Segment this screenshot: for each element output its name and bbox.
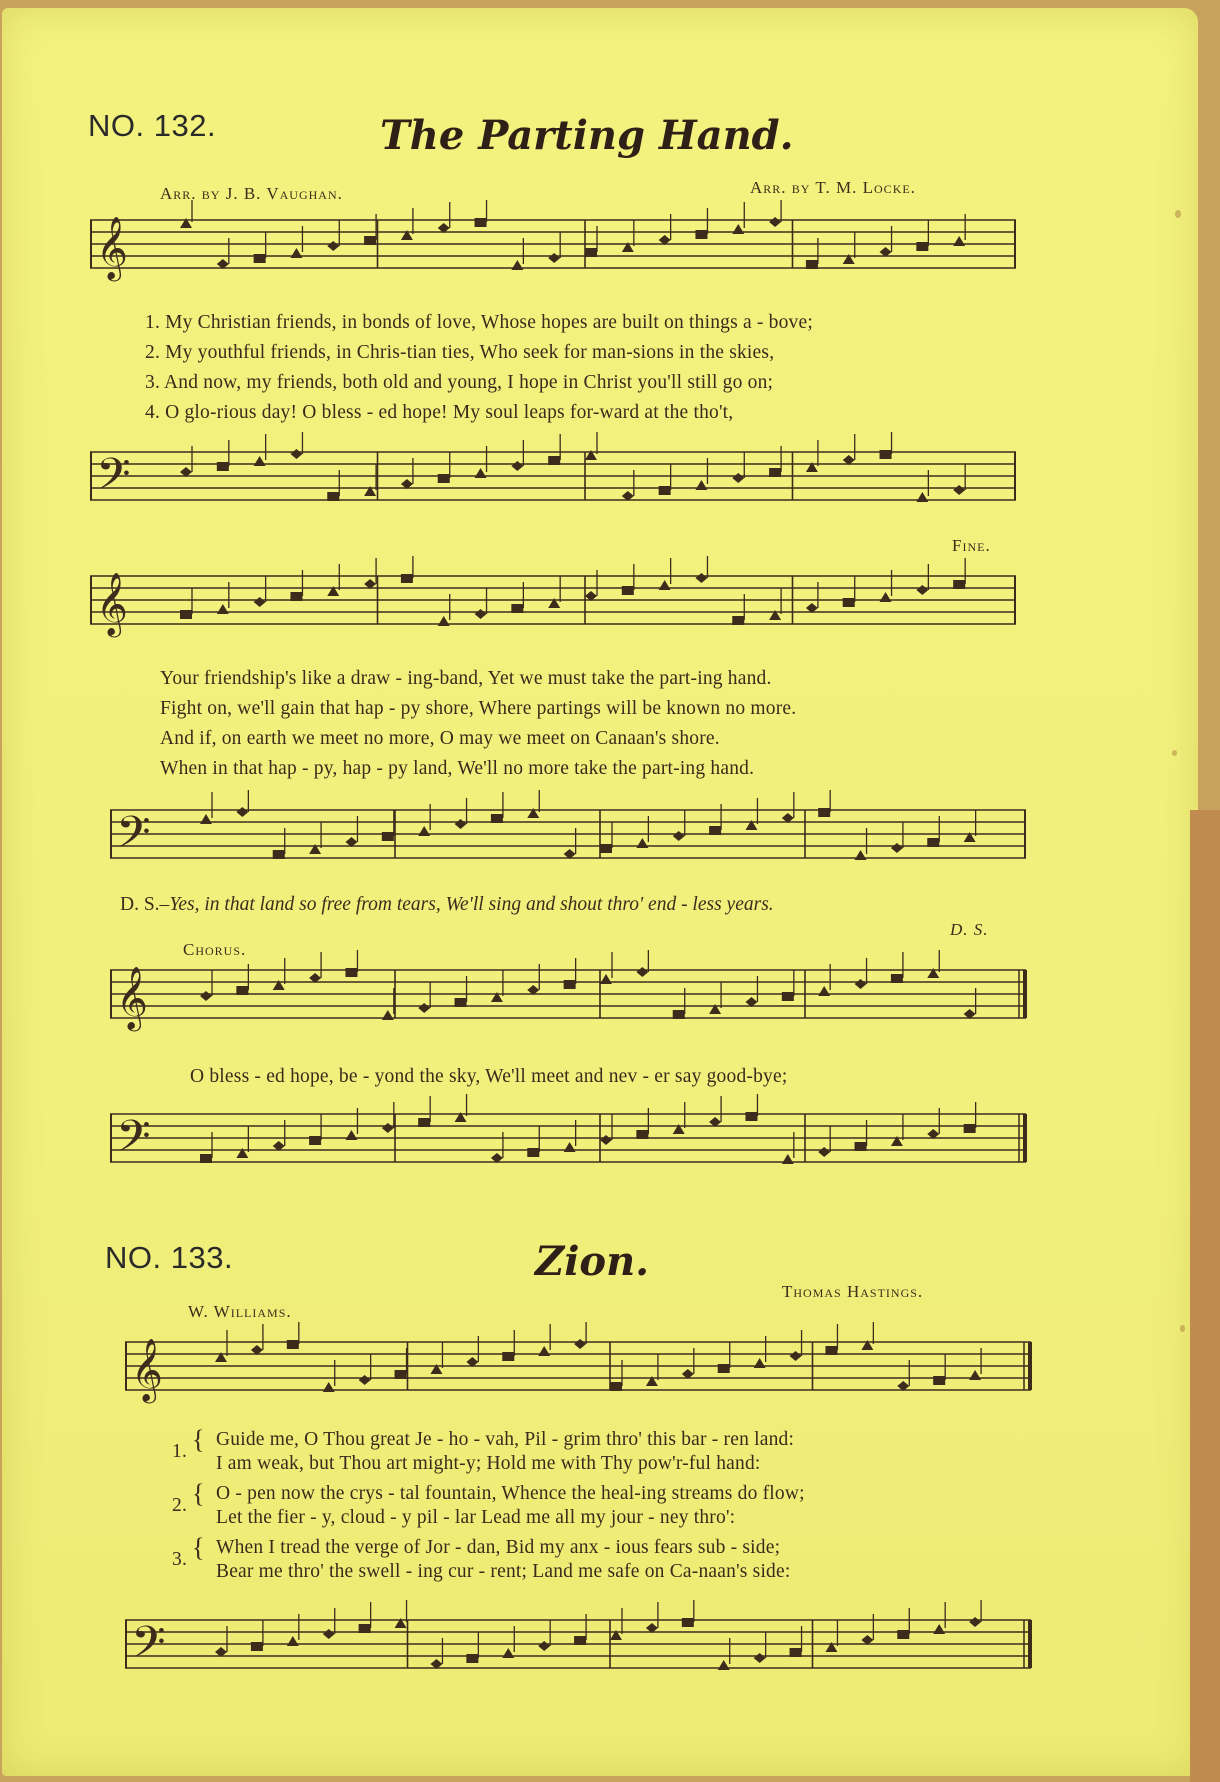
note-head <box>290 248 302 258</box>
note-head <box>897 1630 909 1639</box>
brace-icon: { <box>192 1425 205 1454</box>
note-head <box>564 980 576 989</box>
note-head <box>880 592 892 602</box>
note-head <box>855 850 867 860</box>
bass-clef-icon: 𝄢 <box>116 1110 151 1173</box>
note-head <box>309 1136 321 1145</box>
note-head <box>718 1364 730 1373</box>
note-head <box>364 236 376 245</box>
note-head <box>475 609 487 619</box>
arranger-left: Arr. by J. B. Vaughan. <box>160 184 343 203</box>
arranger-right: Arr. by T. M. Locke. <box>750 178 916 197</box>
note-head <box>502 1352 514 1361</box>
chorus-line: O bless - ed hope, be - yond the sky, We'll meet and nev - er say good-bye; <box>190 1066 788 1087</box>
treble-clef-icon: 𝄞 <box>116 966 148 1029</box>
note-head <box>953 580 965 589</box>
note-head <box>695 230 707 239</box>
verse-line: Guide me, O Thou great Je - ho - vah, Pil - grim thro' this bar - ren land: <box>216 1429 795 1450</box>
note-head <box>953 236 965 246</box>
refrain-line: And if, on earth we meet no more, O may we meet on Canaan's shore. <box>160 728 720 749</box>
note-head <box>418 1118 430 1127</box>
note-head <box>636 838 648 848</box>
note-head <box>622 586 634 595</box>
verse-line: Bear me thro' the swell - ing cur - rent; Land me safe on Ca-naan's side: <box>216 1561 791 1582</box>
ds-prefix: D. S.– <box>120 894 170 915</box>
note-head <box>273 850 285 859</box>
verse-line: I am weak, but Thou art might-y; Hold me with Thy pow'r-ful hand: <box>216 1453 761 1474</box>
note-head <box>782 992 794 1001</box>
note-head <box>953 485 965 495</box>
bass-staff <box>125 1600 1035 1690</box>
hymn-title: Zion. <box>535 1238 650 1285</box>
note-head <box>491 814 503 823</box>
page-edge <box>1190 810 1220 1782</box>
note-head <box>754 1358 766 1368</box>
verse-number: 3. <box>172 1549 188 1570</box>
note-head <box>585 248 597 257</box>
note-head <box>732 224 744 234</box>
note-head <box>466 1654 478 1663</box>
note-head <box>659 580 671 590</box>
note-head <box>511 604 523 613</box>
verse-line: O - pen now the crys - tal fountain, Whence the heal-ing streams do flow; <box>216 1483 805 1504</box>
note-head <box>382 1010 394 1020</box>
note-head <box>327 492 339 501</box>
note-head <box>825 1346 837 1355</box>
note-head <box>964 1124 976 1133</box>
note-head <box>916 585 928 595</box>
note-head <box>438 616 450 626</box>
note-head <box>745 1112 757 1121</box>
note-head <box>855 979 867 989</box>
note-head <box>287 1340 299 1349</box>
note-head <box>527 1148 539 1157</box>
note-head <box>290 449 302 459</box>
note-head <box>455 819 467 829</box>
note-head <box>538 1641 550 1651</box>
refrain-line: When in that hap - py, hap - py land, We'll no more take the part-ing hand. <box>160 758 755 779</box>
note-head <box>418 826 430 836</box>
note-head <box>933 1376 945 1385</box>
verse-line: 1. My Christian friends, in bonds of love, Whose hopes are built on things a - bove; <box>145 312 813 333</box>
note-head <box>969 1370 981 1380</box>
note-head <box>818 986 830 996</box>
note-head <box>818 808 830 817</box>
note-head <box>600 1135 612 1145</box>
bass-staff <box>110 1094 1030 1184</box>
note-head <box>673 831 685 841</box>
note-head <box>782 1154 794 1164</box>
brace-icon: { <box>192 1479 205 1508</box>
note-head <box>359 1624 371 1633</box>
stain <box>1172 750 1177 756</box>
note-head <box>927 838 939 847</box>
note-head <box>200 1154 212 1163</box>
bass-staff <box>90 432 1020 522</box>
bass-clef-icon: 𝄢 <box>116 806 151 869</box>
composer: Thomas Hastings. <box>782 1282 924 1301</box>
chorus-label: Chorus. <box>183 940 247 959</box>
note-head <box>933 1624 945 1634</box>
note-head <box>843 598 855 607</box>
hymn-number: NO. 132. <box>88 108 217 143</box>
treble-staff <box>90 556 1020 646</box>
note-head <box>438 474 450 483</box>
note-head <box>538 1346 550 1356</box>
da-segno-line <box>120 894 774 916</box>
verse-number: 2. <box>172 1495 188 1516</box>
note-head <box>610 1382 622 1391</box>
note-head <box>754 1653 766 1663</box>
note-head <box>548 253 560 263</box>
note-head <box>969 1617 981 1627</box>
bass-clef-icon: 𝄢 <box>96 448 131 511</box>
note-head <box>769 217 781 227</box>
note-head <box>345 1130 357 1140</box>
stain <box>1180 1325 1185 1332</box>
treble-clef-icon: 𝄞 <box>131 1338 163 1401</box>
note-head <box>382 832 394 841</box>
fine-mark: Fine. <box>952 536 991 555</box>
verse-line: 4. O glo-rious day! O bless - ed hope! My soul leaps for-ward at the tho't, <box>145 402 734 423</box>
note-head <box>790 1648 802 1657</box>
note-head <box>401 574 413 583</box>
note-head <box>511 461 523 471</box>
stain <box>1175 210 1181 218</box>
note-head <box>290 592 302 601</box>
note-head <box>236 986 248 995</box>
note-head <box>475 468 487 478</box>
note-head <box>916 242 928 251</box>
note-head <box>254 597 266 607</box>
note-head <box>916 492 928 502</box>
refrain-line: Fight on, we'll gain that hap - py shore, Where partings will be known no more. <box>160 698 797 719</box>
note-head <box>287 1636 299 1646</box>
verse-line: 2. My youthful friends, in Chris-tian ties, Who seek for man-sions in the skies, <box>145 342 775 363</box>
note-head <box>418 1003 430 1013</box>
note-head <box>254 456 266 466</box>
note-head <box>659 486 671 495</box>
note-head <box>323 1629 335 1639</box>
note-head <box>600 844 612 853</box>
note-head <box>682 1618 694 1627</box>
bass-staff <box>110 790 1030 880</box>
note-head <box>891 843 903 853</box>
note-head <box>382 1123 394 1133</box>
note-head <box>636 967 648 977</box>
note-head <box>574 1636 586 1645</box>
brace-icon: { <box>192 1533 205 1562</box>
verse-line: When I tread the verge of Jor - dan, Bid my anx - ious fears sub - side; <box>216 1537 781 1558</box>
note-head <box>769 468 781 477</box>
bass-clef-icon: 𝄢 <box>131 1616 166 1679</box>
treble-staff <box>90 200 1020 290</box>
note-head <box>790 1351 802 1361</box>
note-head <box>323 1382 335 1392</box>
verse-line: 3. And now, my friends, both old and young, I hope in Christ you'll still go on; <box>145 372 774 393</box>
verse-line: Let the fier - y, cloud - y pil - lar Lead me all my jour - ney thro': <box>216 1507 736 1528</box>
note-head <box>855 1142 867 1151</box>
note-head <box>636 1130 648 1139</box>
ds-text: Yes, in that land so free from tears, We'll sing and shout thro' end - less years. <box>169 894 774 915</box>
treble-clef-icon: 𝄞 <box>96 572 128 635</box>
note-head <box>217 604 229 614</box>
note-head <box>600 974 612 984</box>
note-head <box>217 462 229 471</box>
treble-staff <box>125 1322 1035 1412</box>
treble-clef-icon: 𝄞 <box>96 216 128 279</box>
hymn-number: NO. 133. <box>105 1240 234 1275</box>
note-head <box>455 998 467 1007</box>
note-head <box>254 254 266 263</box>
refrain-line: Your friendship's like a draw - ing-band, Yet we must take the part-ing hand. <box>160 668 772 689</box>
note-head <box>236 807 248 817</box>
note-head <box>709 826 721 835</box>
note-head <box>818 1147 830 1157</box>
note-head <box>200 814 212 824</box>
author: W. Williams. <box>188 1302 292 1321</box>
note-head <box>511 260 523 270</box>
note-head <box>548 456 560 465</box>
treble-staff <box>110 950 1030 1040</box>
note-head <box>718 1660 730 1670</box>
note-head <box>891 974 903 983</box>
note-head <box>673 1010 685 1019</box>
note-head <box>251 1642 263 1651</box>
note-head <box>806 260 818 269</box>
note-head <box>395 1370 407 1379</box>
note-head <box>574 1339 586 1349</box>
note-head <box>180 610 192 619</box>
note-head <box>695 573 707 583</box>
note-head <box>475 218 487 227</box>
note-head <box>502 1648 514 1658</box>
note-head <box>200 991 212 1001</box>
note-head <box>880 450 892 459</box>
note-head <box>732 473 744 483</box>
note-head <box>732 616 744 625</box>
note-head <box>695 480 707 490</box>
ds-mark: D. S. <box>950 920 989 939</box>
note-head <box>359 1375 371 1385</box>
note-head <box>327 241 339 251</box>
hymn-title: The Parting Hand. <box>380 112 794 159</box>
note-head <box>564 1142 576 1152</box>
note-head <box>345 968 357 977</box>
verse-number: 1. <box>172 1441 188 1462</box>
